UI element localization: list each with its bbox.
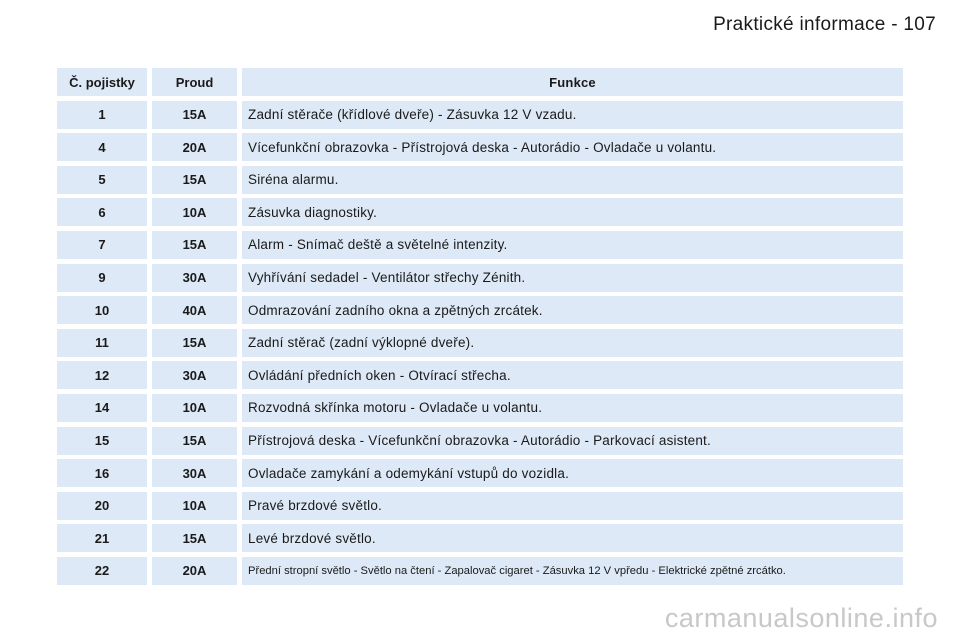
function-cell: Ovladače zamykání a odemykání vstupů do vozidla. — [242, 459, 903, 487]
table-row — [57, 296, 903, 324]
page-title: Praktické informace - 107 — [713, 14, 936, 35]
table-row — [57, 329, 903, 357]
function-cell: Zadní stěrače (křídlové dveře) - Zásuvka 12 V vzadu. — [242, 101, 903, 129]
fuse-number-cell: 12 — [57, 361, 147, 389]
fuse-number-cell: 7 — [57, 231, 147, 259]
table-row — [57, 133, 903, 161]
fuse-number-cell: 11 — [57, 329, 147, 357]
function-cell: Alarm - Snímač deště a světelné intenzity. — [242, 231, 903, 259]
current-cell: 40A — [152, 296, 237, 324]
function-cell: Zásuvka diagnostiky. — [242, 198, 903, 226]
function-cell: Přístrojová deska - Vícefunkční obrazovka - Autorádio - Parkovací asistent. — [242, 427, 903, 455]
table-row — [57, 524, 903, 552]
function-cell: Odmrazování zadního okna a zpětných zrcátek. — [242, 296, 903, 324]
function-cell: Zadní stěrač (zadní výklopné dveře). — [242, 329, 903, 357]
table-row — [57, 459, 903, 487]
function-cell: Levé brzdové světlo. — [242, 524, 903, 552]
function-cell: Rozvodná skřínka motoru - Ovladače u volantu. — [242, 394, 903, 422]
fuse-number-cell: 10 — [57, 296, 147, 324]
current-cell: 15A — [152, 231, 237, 259]
table-row — [57, 101, 903, 129]
table-row — [57, 198, 903, 226]
fuse-number-cell: 9 — [57, 264, 147, 292]
fuse-number-cell: 22 — [57, 557, 147, 585]
current-cell: 30A — [152, 459, 237, 487]
function-cell: Vícefunkční obrazovka - Přístrojová deska - Autorádio - Ovladače u volantu. — [242, 133, 903, 161]
current-cell: 20A — [152, 557, 237, 585]
table-row — [57, 557, 903, 585]
column-header-current: Proud — [152, 68, 237, 96]
current-cell: 15A — [152, 524, 237, 552]
table-row — [57, 427, 903, 455]
fuse-number-cell: 21 — [57, 524, 147, 552]
fuse-number-cell: 4 — [57, 133, 147, 161]
current-cell: 10A — [152, 198, 237, 226]
current-cell: 15A — [152, 101, 237, 129]
current-cell: 15A — [152, 329, 237, 357]
fuse-number-cell: 5 — [57, 166, 147, 194]
table-body — [57, 101, 903, 585]
fuse-number-cell: 14 — [57, 394, 147, 422]
current-cell: 30A — [152, 361, 237, 389]
table-row — [57, 361, 903, 389]
current-cell: 30A — [152, 264, 237, 292]
column-header-fuse-number: Č. pojistky — [57, 68, 147, 96]
table-header-row — [57, 68, 903, 96]
column-header-function: Funkce — [242, 68, 903, 96]
table-row — [57, 492, 903, 520]
table-row — [57, 231, 903, 259]
function-cell: Siréna alarmu. — [242, 166, 903, 194]
current-cell: 15A — [152, 166, 237, 194]
fuse-table — [57, 68, 903, 590]
fuse-number-cell: 6 — [57, 198, 147, 226]
current-cell: 10A — [152, 394, 237, 422]
current-cell: 15A — [152, 427, 237, 455]
function-cell: Přední stropní světlo - Světlo na čtení - Zapalovač cigaret - Zásuvka 12 V vpředu - Elektrické zpětné zrcátko. — [242, 557, 903, 585]
function-cell: Pravé brzdové světlo. — [242, 492, 903, 520]
fuse-number-cell: 1 — [57, 101, 147, 129]
fuse-number-cell: 16 — [57, 459, 147, 487]
function-cell: Ovládání předních oken - Otvírací střecha. — [242, 361, 903, 389]
function-cell: Vyhřívání sedadel - Ventilátor střechy Zénith. — [242, 264, 903, 292]
fuse-number-cell: 15 — [57, 427, 147, 455]
fuse-number-cell: 20 — [57, 492, 147, 520]
current-cell: 20A — [152, 133, 237, 161]
table-row — [57, 394, 903, 422]
table-row — [57, 264, 903, 292]
watermark: carmanualsonline.info — [664, 603, 938, 633]
current-cell: 10A — [152, 492, 237, 520]
table-row — [57, 166, 903, 194]
